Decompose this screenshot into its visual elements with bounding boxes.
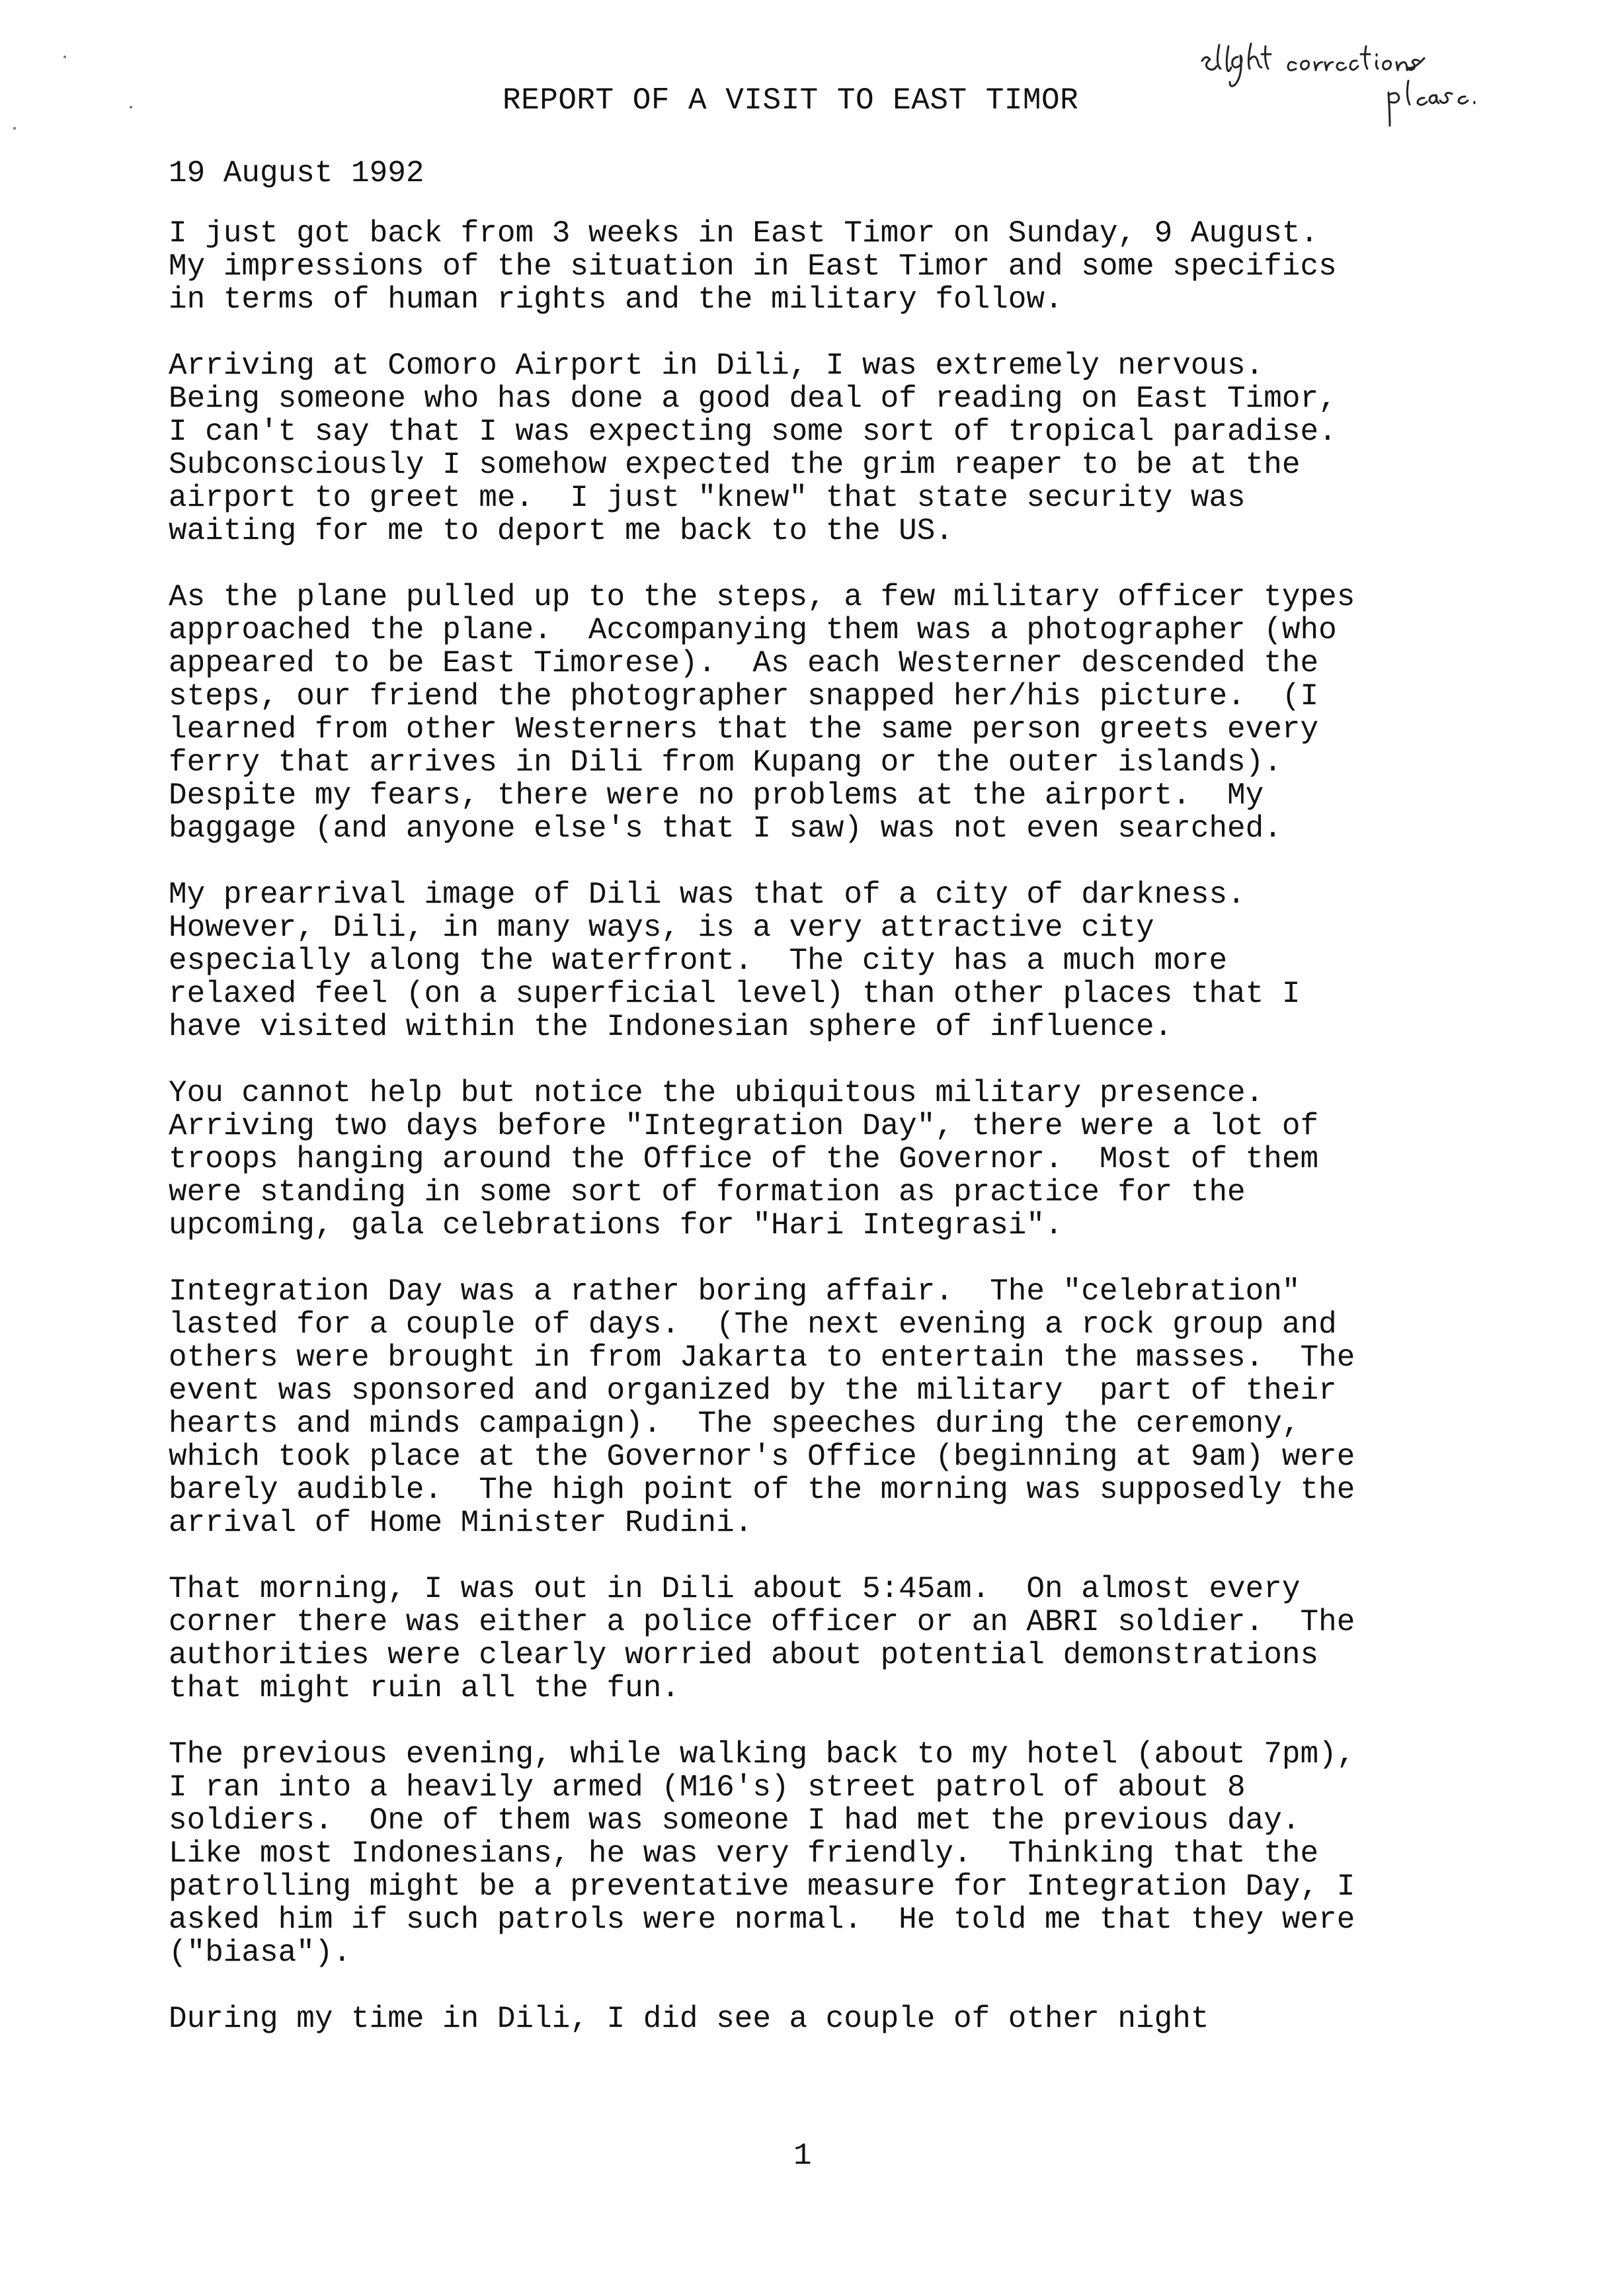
body-paragraph — [169, 2002, 1531, 2035]
scan-speck — [130, 106, 132, 108]
text-line: approached the plane. Accompanying them was a photographer (who — [169, 613, 1337, 647]
text-line: Like most Indonesians, he was very friendly. Thinking that the — [169, 1836, 1319, 1871]
text-line: that might ruin all the fun. — [169, 1671, 680, 1705]
text-line: Integration Day was a rather boring affair. The "celebration" — [169, 1274, 1301, 1309]
text-line: Arriving at Comoro Airport in Dili, I was extremely nervous. — [169, 348, 1264, 383]
document-date: 19 August 1992 — [169, 156, 424, 190]
body-paragraph — [169, 217, 1531, 316]
text-line: ("biasa"). — [169, 1936, 352, 1970]
handwritten-note — [1197, 20, 1541, 139]
text-line: hearts and minds campaign). The speeches during the ceremony, — [169, 1407, 1301, 1441]
text-line: which took place at the Governor's Office (beginning at 9am) were — [169, 1440, 1355, 1474]
text-line: During my time in Dili, I did see a couple of other night — [169, 2002, 1209, 2036]
handwritten-note-drawing — [1197, 20, 1541, 139]
text-line: upcoming, gala celebrations for "Hari Integrasi". — [169, 1208, 1063, 1243]
body-paragraph — [169, 581, 1531, 845]
text-line: event was sponsored and organized by the military part of their — [169, 1374, 1337, 1408]
body-paragraph — [169, 1275, 1531, 1539]
text-line: others were brought in from Jakarta to entertain the masses. The — [169, 1340, 1355, 1375]
text-line: appeared to be East Timorese). As each Westerner descended the — [169, 646, 1319, 680]
text-line: corner there was either a police officer or an ABRI soldier. The — [169, 1605, 1355, 1639]
document-title: REPORT OF A VISIT TO EAST TIMOR — [502, 83, 1079, 118]
text-line: Despite my fears, there were no problems at the airport. My — [169, 778, 1264, 813]
text-line: have visited within the Indonesian sphere of influence. — [169, 1010, 1173, 1044]
text-line: ferry that arrives in Dili from Kupang or the outer islands). — [169, 745, 1282, 780]
text-line: relaxed feel (on a superficial level) than other places that I — [169, 977, 1301, 1011]
text-line: My impressions of the situation in East Timor and some specifics — [169, 249, 1337, 284]
text-line: Being someone who has done a good deal of reading on East Timor, — [169, 382, 1337, 416]
text-line: Arriving two days before "Integration Day", there were a lot of — [169, 1109, 1319, 1143]
text-line: However, Dili, in many ways, is a very attractive city — [169, 911, 1154, 945]
text-line: As the plane pulled up to the steps, a few military officer types — [169, 580, 1355, 614]
scan-speck — [13, 127, 16, 130]
document-body — [169, 217, 1531, 2069]
text-line: Subconsciously I somehow expected the grim reaper to be at the — [169, 448, 1301, 482]
text-line: patrolling might be a preventative measure for Integration Day, I — [169, 1869, 1355, 1904]
text-line: lasted for a couple of days. (The next evening a rock group and — [169, 1307, 1337, 1342]
body-paragraph — [169, 1077, 1531, 1242]
text-line: That morning, I was out in Dili about 5:45am. On almost every — [169, 1572, 1301, 1606]
text-line: The previous evening, while walking back to my hotel (about 7pm), — [169, 1737, 1355, 1772]
text-line: troops hanging around the Office of the Governor. Most of them — [169, 1142, 1319, 1176]
text-line: I can't say that I was expecting some sort of tropical paradise. — [169, 415, 1337, 449]
text-line: steps, our friend the photographer snapped her/his picture. (I — [169, 679, 1319, 714]
body-paragraph — [169, 1573, 1531, 1705]
body-paragraph — [169, 878, 1531, 1044]
text-line: I ran into a heavily armed (M16's) street patrol of about 8 — [169, 1770, 1246, 1805]
text-line: especially along the waterfront. The city has a much more — [169, 944, 1228, 978]
scan-speck — [63, 56, 66, 58]
text-line: baggage (and anyone else's that I saw) was not even searched. — [169, 811, 1282, 846]
text-line: I just got back from 3 weeks in East Timor on Sunday, 9 August. — [169, 216, 1319, 251]
body-paragraph — [169, 1738, 1531, 1969]
text-line: You cannot help but notice the ubiquitous military presence. — [169, 1076, 1264, 1110]
text-line: asked him if such patrols were normal. He told me that they were — [169, 1903, 1355, 1937]
text-line: in terms of human rights and the military follow. — [169, 282, 1063, 317]
text-line: barely audible. The high point of the morning was supposedly the — [169, 1473, 1355, 1507]
text-line: soldiers. One of them was someone I had met the previous day. — [169, 1803, 1301, 1838]
text-line: waiting for me to deport me back to the US. — [169, 514, 953, 548]
text-line: authorities were clearly worried about potential demonstrations — [169, 1638, 1319, 1672]
body-paragraph — [169, 349, 1531, 548]
text-line: were standing in some sort of formation as practice for the — [169, 1175, 1246, 1210]
text-line: airport to greet me. I just "knew" that state security was — [169, 481, 1246, 515]
text-line: arrival of Home Minister Rudini. — [169, 1506, 753, 1540]
text-line: learned from other Westerners that the same person greets every — [169, 712, 1319, 747]
text-line: My prearrival image of Dili was that of a city of darkness. — [169, 878, 1246, 912]
page-number: 1 — [793, 2139, 812, 2173]
